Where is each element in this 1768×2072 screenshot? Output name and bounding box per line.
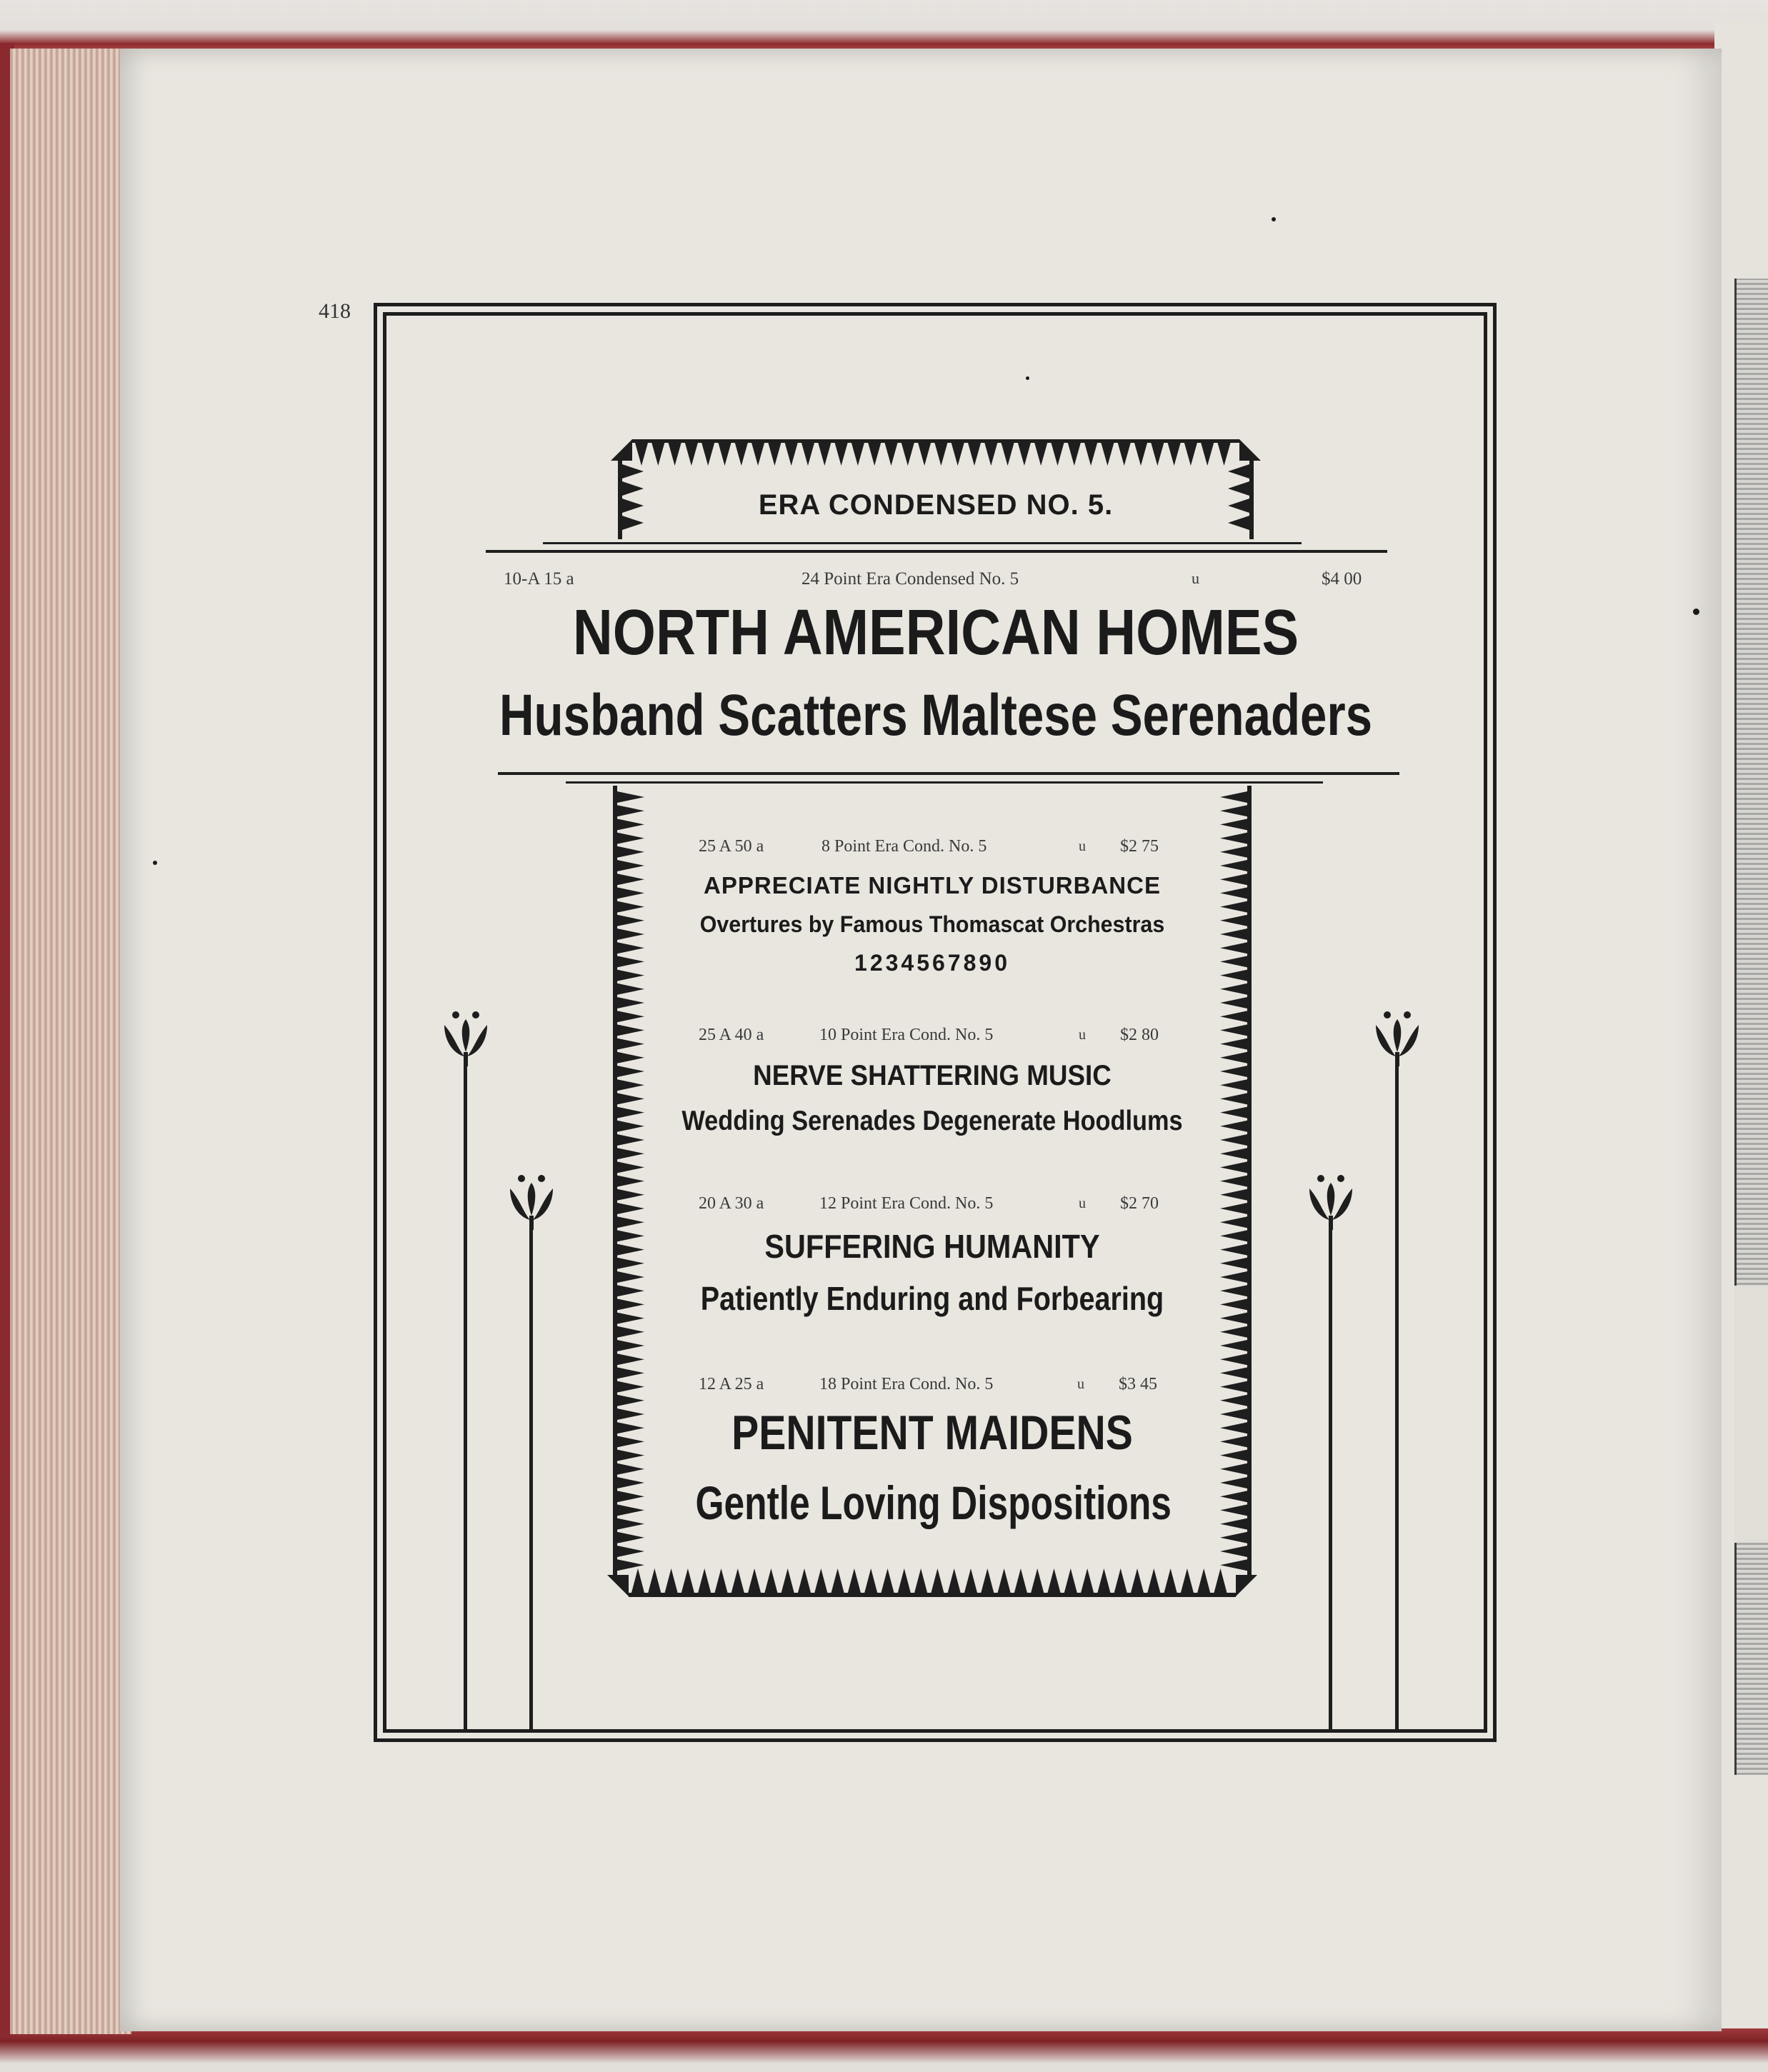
font-count: 20 A 30 a — [699, 1194, 764, 1213]
mark: u — [1079, 839, 1086, 854]
font-count: 10-A 15 a — [504, 569, 574, 589]
speck — [153, 861, 157, 865]
speck — [1693, 609, 1699, 615]
price: $2 75 — [1120, 837, 1159, 856]
specimen-subheading: Wedding Serenades Degenerate Hoodlums — [681, 1106, 1183, 1136]
page-edges — [10, 49, 131, 2034]
size-label: 24 Point Era Condensed No. 5 — [801, 569, 1019, 589]
tulip-icon — [1305, 1173, 1357, 1230]
tulip-icon — [440, 1009, 491, 1066]
size-label: 18 Point Era Cond. No. 5 — [819, 1375, 994, 1393]
mark: u — [1077, 1376, 1084, 1392]
font-count: 25 A 50 a — [699, 837, 764, 856]
tulip-stem — [529, 1223, 533, 1729]
size-label: 10 Point Era Cond. No. 5 — [819, 1026, 994, 1044]
specimen-heading: SUFFERING HUMANITY — [764, 1228, 1100, 1265]
speck — [1272, 217, 1276, 221]
tulip-icon — [1372, 1009, 1423, 1066]
size-label: 8 Point Era Cond. No. 5 — [821, 837, 987, 856]
font-count: 25 A 40 a — [699, 1026, 764, 1044]
price: $2 80 — [1120, 1026, 1159, 1044]
tulip-stem — [1395, 1059, 1399, 1729]
facing-page-border — [1734, 279, 1768, 1775]
price: $2 70 — [1120, 1194, 1159, 1213]
size-label: 12 Point Era Cond. No. 5 — [819, 1194, 994, 1213]
tulip-icon — [506, 1173, 557, 1230]
specimen-heading: NORTH AMERICAN HOMES — [572, 597, 1299, 669]
specimen-subheading: Husband Scatters Maltese Serenaders — [499, 683, 1373, 748]
mark: u — [1192, 569, 1199, 587]
tulip-stem — [464, 1059, 467, 1729]
catalog-title: ERA CONDENSED NO. 5. — [758, 489, 1114, 521]
specimen-subheading: Patiently Enduring and Forbearing — [700, 1280, 1164, 1317]
book-cover-bottom — [0, 2028, 1768, 2072]
price: $3 45 — [1119, 1375, 1157, 1393]
specimen-subheading: Gentle Loving Dispositions — [695, 1476, 1172, 1529]
upper-rule — [486, 550, 1387, 553]
lower-rule-short — [566, 781, 1323, 784]
tulip-stem — [1329, 1223, 1332, 1729]
font-count: 12 A 25 a — [699, 1375, 764, 1393]
mark: u — [1079, 1027, 1086, 1043]
specimen-heading: NERVE SHATTERING MUSIC — [753, 1060, 1112, 1091]
mark: u — [1079, 1196, 1086, 1211]
upper-rule-short — [543, 542, 1302, 544]
specimen-subheading: Overtures by Famous Thomascat Orchestras — [699, 911, 1165, 937]
page-number: 418 — [319, 299, 351, 323]
facing-page-illustration — [1734, 1286, 1768, 1543]
specimen-heading: PENITENT MAIDENS — [731, 1406, 1133, 1460]
price: $4 00 — [1322, 569, 1362, 589]
book-cover-top — [0, 0, 1768, 50]
specimen-figures: 1234567890 — [854, 950, 1010, 976]
lower-rule — [498, 772, 1399, 775]
specimen-heading: APPRECIATE NIGHTLY DISTURBANCE — [704, 872, 1161, 899]
